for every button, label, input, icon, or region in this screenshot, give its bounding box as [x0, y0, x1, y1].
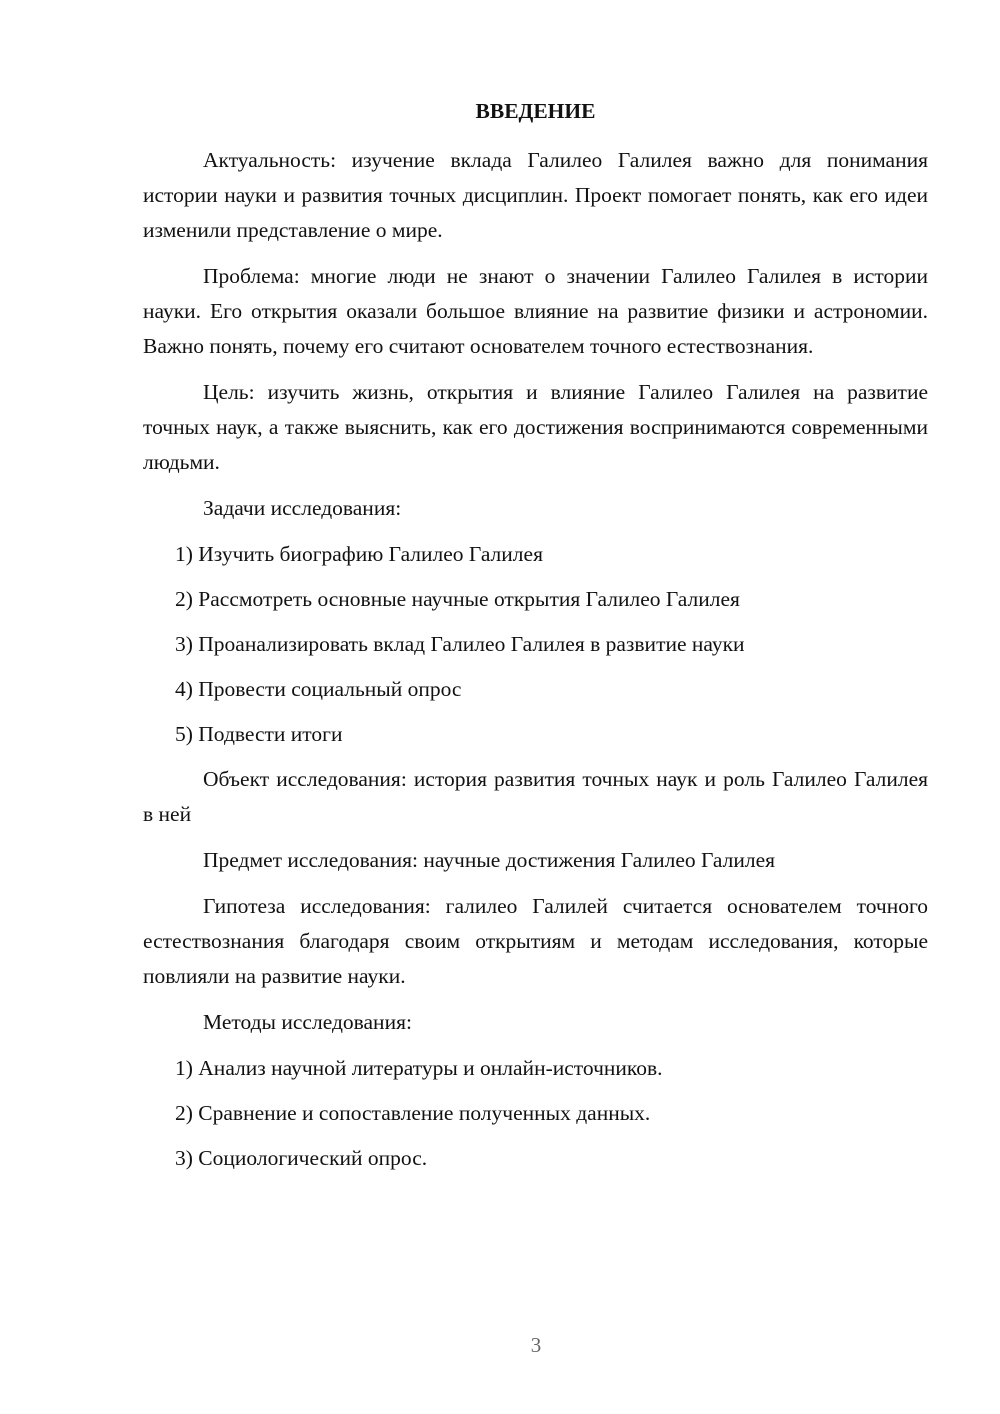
list-item: 2) Сравнение и сопоставление полученных данных.: [175, 1101, 651, 1125]
problem-paragraph: Проблема: многие люди не знают о значении Галилео Галилея в истории науки. Его открытия оказали большое влияние на развитие физики и астрономии. Важно понять, почему его считают основателем точного естествознания.: [143, 264, 928, 358]
page-number: 3: [530, 1333, 542, 1357]
document-page: [143, 94, 928, 1186]
subject-paragraph: Предмет исследования: научные достижения Галилео Галилея: [203, 848, 776, 872]
methods-label: Методы исследования:: [203, 1010, 412, 1034]
list-item: 3) Проанализировать вклад Галилео Галилея в развитие науки: [175, 632, 745, 656]
list-item: 5) Подвести итоги: [175, 722, 343, 746]
list-item: 4) Провести социальный опрос: [175, 677, 462, 701]
object-paragraph: Объект исследования: история развития точных наук и роль Галилео Галилея в ней: [143, 767, 928, 826]
relevance-paragraph: Актуальность: изучение вклада Галилео Галилея важно для понимания истории науки и развития точных дисциплин. Проект помогает понять, как его идеи изменили представление о мире.: [143, 148, 928, 242]
goal-paragraph: Цель: изучить жизнь, открытия и влияние Галилео Галилея на развитие точных наук, а также выяснить, как его достижения воспринимаются современными людьми.: [143, 380, 928, 474]
list-item: 1) Изучить биографию Галилео Галилея: [175, 542, 543, 566]
list-item: 1) Анализ научной литературы и онлайн-источников.: [175, 1056, 663, 1080]
methods-list: [143, 1051, 928, 1176]
section-title: ВВЕДЕНИЕ: [475, 99, 596, 123]
list-item: 2) Рассмотреть основные научные открытия Галилео Галилея: [175, 587, 740, 611]
list-item: 3) Социологический опрос.: [175, 1146, 428, 1170]
tasks-label: Задачи исследования:: [203, 496, 402, 520]
tasks-list: [143, 537, 928, 752]
hypothesis-paragraph: Гипотеза исследования: галилео Галилей считается основателем точного естествознания благодаря своим открытиям и методам исследования, которые повлияли на развитие науки.: [143, 894, 928, 988]
